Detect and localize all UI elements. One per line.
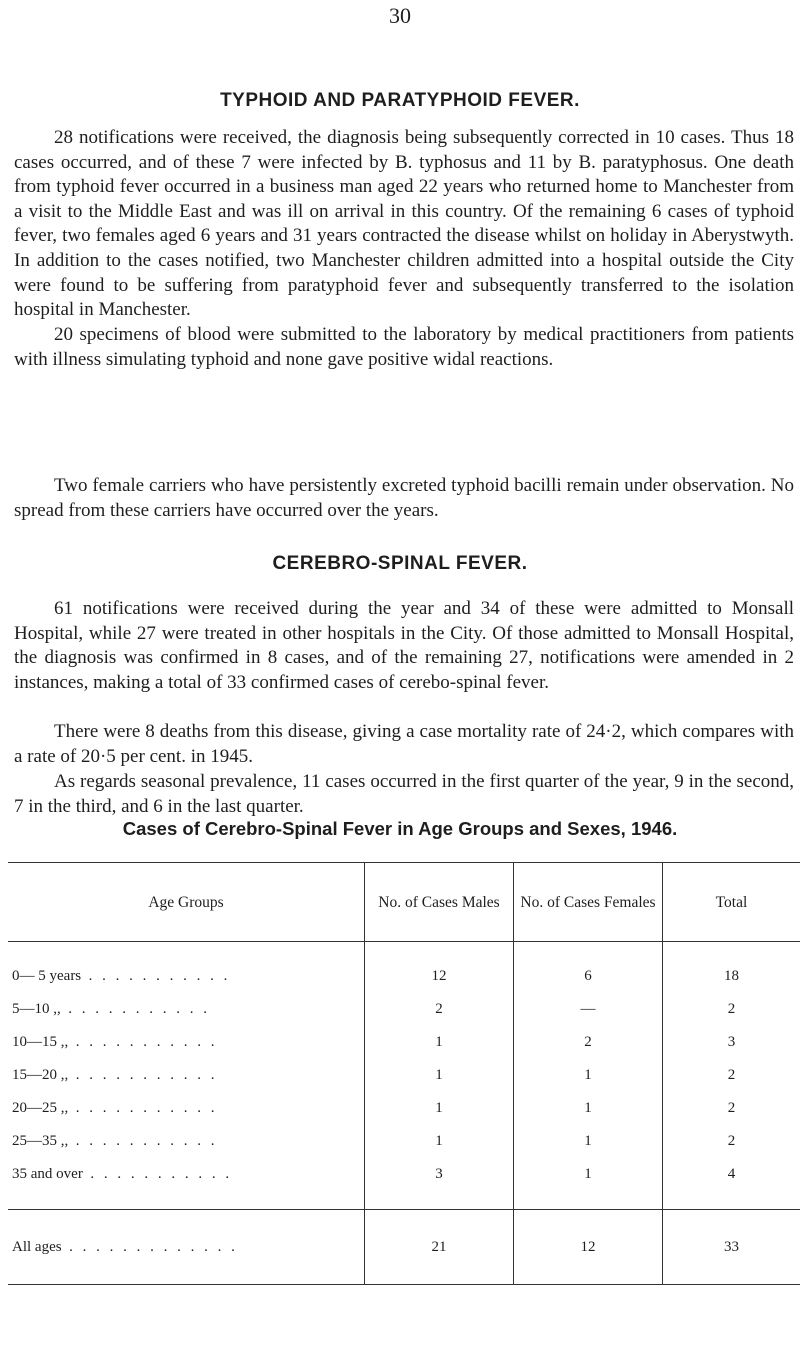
table-row bbox=[8, 1158, 800, 1210]
header-age-groups: Age Groups bbox=[8, 863, 365, 942]
total-cell: 18 bbox=[663, 942, 800, 994]
age-cell: 35 and over . . . . . . . . . . . bbox=[12, 1166, 233, 1182]
typhoid-paragraph-3: Two female carriers who have persistently excreted typhoid bacilli remain under observation. No spread from these carriers have occurred over the years. bbox=[14, 475, 794, 521]
males-cell: 1 bbox=[365, 1092, 514, 1125]
age-cell: 10—15 ,, . . . . . . . . . . . bbox=[12, 1034, 218, 1050]
age-groups-table bbox=[8, 862, 800, 1285]
total-cell: 2 bbox=[663, 1125, 800, 1158]
csf-paragraph-1: 61 notifications were received during the year and 34 of these were admitted to Monsall Hospital, while 27 were treated in other hospitals in the City. Of those admitted to Monsall Hospital, the diagnosis was confirmed in 8 cases, and of the remaining 27, notifications were amended in 2 instances, making a total of 33 confirmed cases of cerebo-spinal fever. bbox=[14, 598, 794, 693]
section-heading-typhoid: TYPHOID AND PARATYPHOID FEVER. bbox=[220, 90, 580, 111]
page-number: 30 bbox=[389, 3, 411, 28]
header-total: Total bbox=[663, 863, 800, 942]
total-cell: 2 bbox=[663, 1059, 800, 1092]
csf-paragraph-3: As regards seasonal prevalence, 11 cases occurred in the first quarter of the year, 9 in the second, 7 in the third, and 6 in the last quarter. bbox=[14, 771, 794, 817]
age-cell: 15—20 ,, . . . . . . . . . . . bbox=[12, 1067, 218, 1083]
header-females: No. of Cases Females bbox=[514, 863, 663, 942]
females-cell: — bbox=[514, 993, 663, 1026]
totals-females-cell: 12 bbox=[514, 1210, 663, 1285]
age-cell: 0— 5 years . . . . . . . . . . . bbox=[12, 968, 231, 984]
totals-males-cell: 21 bbox=[365, 1210, 514, 1285]
males-cell: 12 bbox=[365, 942, 514, 994]
females-cell: 2 bbox=[514, 1026, 663, 1059]
total-cell: 2 bbox=[663, 993, 800, 1026]
age-cell: 5—10 ,, . . . . . . . . . . . bbox=[12, 1001, 210, 1017]
totals-total-cell: 33 bbox=[663, 1210, 800, 1285]
header-males: No. of Cases Males bbox=[365, 863, 514, 942]
males-cell: 2 bbox=[365, 993, 514, 1026]
table-row bbox=[8, 1125, 800, 1158]
table-row bbox=[8, 1092, 800, 1125]
age-cell: 20—25 ,, . . . . . . . . . . . bbox=[12, 1100, 218, 1116]
females-cell: 1 bbox=[514, 1059, 663, 1092]
males-cell: 3 bbox=[365, 1158, 514, 1210]
males-cell: 1 bbox=[365, 1125, 514, 1158]
age-cell: 25—35 ,, . . . . . . . . . . . bbox=[12, 1133, 218, 1149]
csf-paragraph-2: There were 8 deaths from this disease, giving a case mortality rate of 24·2, which compares with a rate of 20·5 per cent. in 1945. bbox=[14, 721, 794, 767]
females-cell: 6 bbox=[514, 942, 663, 994]
totals-row bbox=[8, 1210, 800, 1285]
table-title: Cases of Cerebro-Spinal Fever in Age Groups and Sexes, 1946. bbox=[122, 818, 678, 839]
table-row bbox=[8, 993, 800, 1026]
females-cell: 1 bbox=[514, 1125, 663, 1158]
table-row bbox=[8, 942, 800, 994]
females-cell: 1 bbox=[514, 1092, 663, 1125]
males-cell: 1 bbox=[365, 1026, 514, 1059]
total-cell: 3 bbox=[663, 1026, 800, 1059]
typhoid-paragraph-2: 20 specimens of blood were submitted to the laboratory by medical practitioners from patients with illness simulating typhoid and none gave positive widal reactions. bbox=[14, 324, 794, 370]
table-row bbox=[8, 1059, 800, 1092]
females-cell: 1 bbox=[514, 1158, 663, 1210]
males-cell: 1 bbox=[365, 1059, 514, 1092]
total-cell: 4 bbox=[663, 1158, 800, 1210]
total-cell: 2 bbox=[663, 1092, 800, 1125]
totals-label-cell: All ages . . . . . . . . . . . . . bbox=[8, 1210, 365, 1285]
section-heading-cerebro-spinal: CEREBRO-SPINAL FEVER. bbox=[272, 553, 528, 574]
table-header-row bbox=[8, 863, 800, 942]
table-row bbox=[8, 1026, 800, 1059]
typhoid-paragraph-1: 28 notifications were received, the diagnosis being subsequently corrected in 10 cases. Thus 18 cases occurred, and of these 7 were infected by B. typhosus and 11 by B. paratyphosus. One death from typhoid fever occurred in a business man aged 22 years who returned home to Manchester from a visit to the Middle East and was ill on arrival in this country. Of the remaining 6 cases of typhoid fever, two females aged 6 years and 31 years contracted the disease whilst on holiday in Aberystwyth. In addition to the cases notified, two Manchester children admitted into a hospital outside the City were found to be suffering from paratyphoid fever and subsequently transferred to the isolation hospital in Manchester. bbox=[14, 127, 794, 321]
